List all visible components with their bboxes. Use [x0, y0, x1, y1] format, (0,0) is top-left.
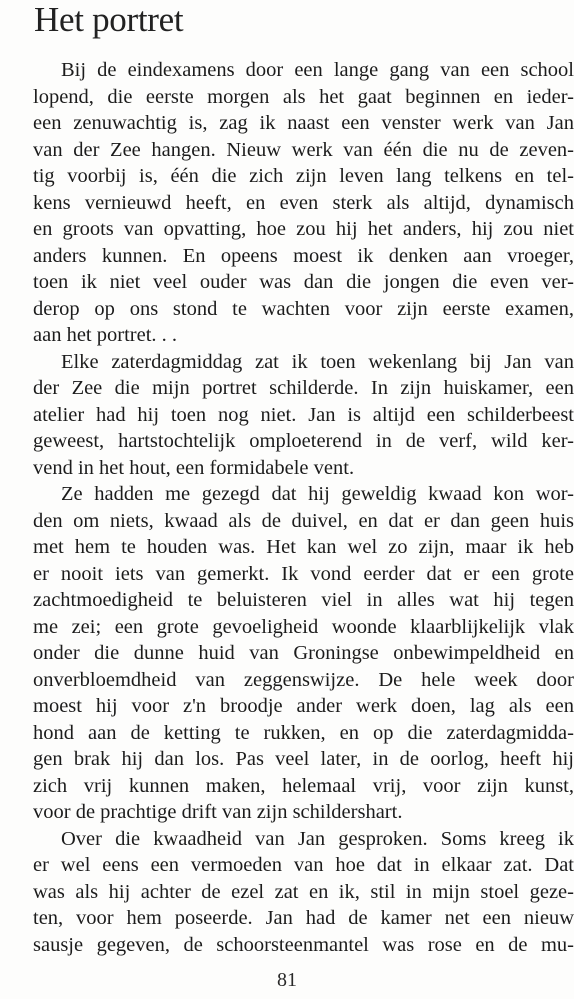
text-line: geweest, hartstochtelijk omploeterend in de verf, wild ker- — [33, 430, 574, 452]
text-line: Elke zaterdagmiddag zat ik toen wekenlang bij Jan van — [61, 350, 574, 373]
text-line: atelier had hij toen nog niet. Jan is altijd een schilderbeest — [33, 403, 574, 426]
text-line: er wel eens een vermoeden van hoe dat in elkaar zat. Dat — [33, 854, 574, 876]
text-line: en groots van opvatting, hoe zou hij het anders, hij zou niet — [33, 218, 574, 240]
text-line: den om niets, kwaad als de duivel, en dat er dan geen huis — [33, 509, 574, 532]
text-line: onverbloemdheid van zeggenswijze. De hele week door — [33, 668, 574, 691]
text-line: een zenuwachtig is, zag ik naast een venster werk van Jan — [33, 112, 574, 134]
text-line: tig voorbij is, één die zich zijn leven lang telkens en tel- — [33, 165, 574, 187]
text-line: lopend, die eerste morgen als het gaat beginnen en ieder- — [33, 85, 574, 108]
body-text — [33, 57, 574, 958]
text-line: Bij de eindexamens door een lange gang van een school — [61, 59, 574, 81]
text-line: Ze hadden me gezegd dat hij geweldig kwaad kon wor- — [61, 483, 574, 505]
text-line: voor de prachtige drift van zijn schildershart. — [33, 801, 403, 823]
text-line: sausje gegeven, de schoorsteenmantel was rose en de mu- — [33, 933, 574, 956]
text-line: toen ik niet veel ouder was dan die jongen die even ver- — [33, 271, 574, 293]
text-line: er nooit iets van gemerkt. Ik vond eerder dat er een grote — [33, 562, 574, 585]
text-line: kens vernieuwd heeft, en even sterk als altijd, dynamisch — [33, 191, 574, 214]
text-line: zachtmoedigheid te beluisteren viel in alles wat hij tegen — [33, 589, 574, 611]
text-line: anders kunnen. En opeens moest ik denken aan vroeger, — [33, 244, 574, 267]
text-line: vend in het hout, een formidabele vent. — [33, 456, 355, 479]
page-number: 81 — [277, 969, 297, 991]
text-line: hond aan de ketting te rukken, en op die zaterdagmidda- — [33, 721, 574, 744]
text-line: moest hij voor z'n broodje ander werk doen, lag als een — [33, 695, 574, 717]
text-line: van der Zee hangen. Nieuw werk van één die nu de zeven- — [33, 138, 574, 161]
text-line: met hem te houden was. Het kan wel zo zijn, maar ik heb — [33, 536, 574, 558]
text-line: derop op ons stond te wachten voor zijn eerste examen, — [33, 297, 574, 320]
text-line: onder die dunne huid van Groningse onbewimpeldheid en — [33, 642, 574, 664]
text-line: Over die kwaadheid van Jan gesproken. Soms kreeg ik — [61, 827, 574, 850]
text-line: aan het portret. . . — [33, 324, 178, 346]
text-line: zich vrij kunnen maken, helemaal vrij, voor zijn kunst, — [33, 774, 574, 797]
text-line: der Zee die mijn portret schilderde. In zijn huiskamer, een — [33, 377, 574, 399]
text-line: me zei; een grote gevoeligheid woonde klaarblijkelijk vlak — [33, 615, 574, 638]
chapter-title: Het portret — [34, 0, 184, 39]
text-line: ten, voor hem poseerde. Jan had de kamer net een nieuw — [33, 907, 574, 929]
text-line: was als hij achter de ezel zat en ik, stil in mijn stoel geze- — [33, 880, 574, 903]
text-line: gen brak hij dan los. Pas veel later, in de oorlog, heeft hij — [33, 748, 574, 770]
